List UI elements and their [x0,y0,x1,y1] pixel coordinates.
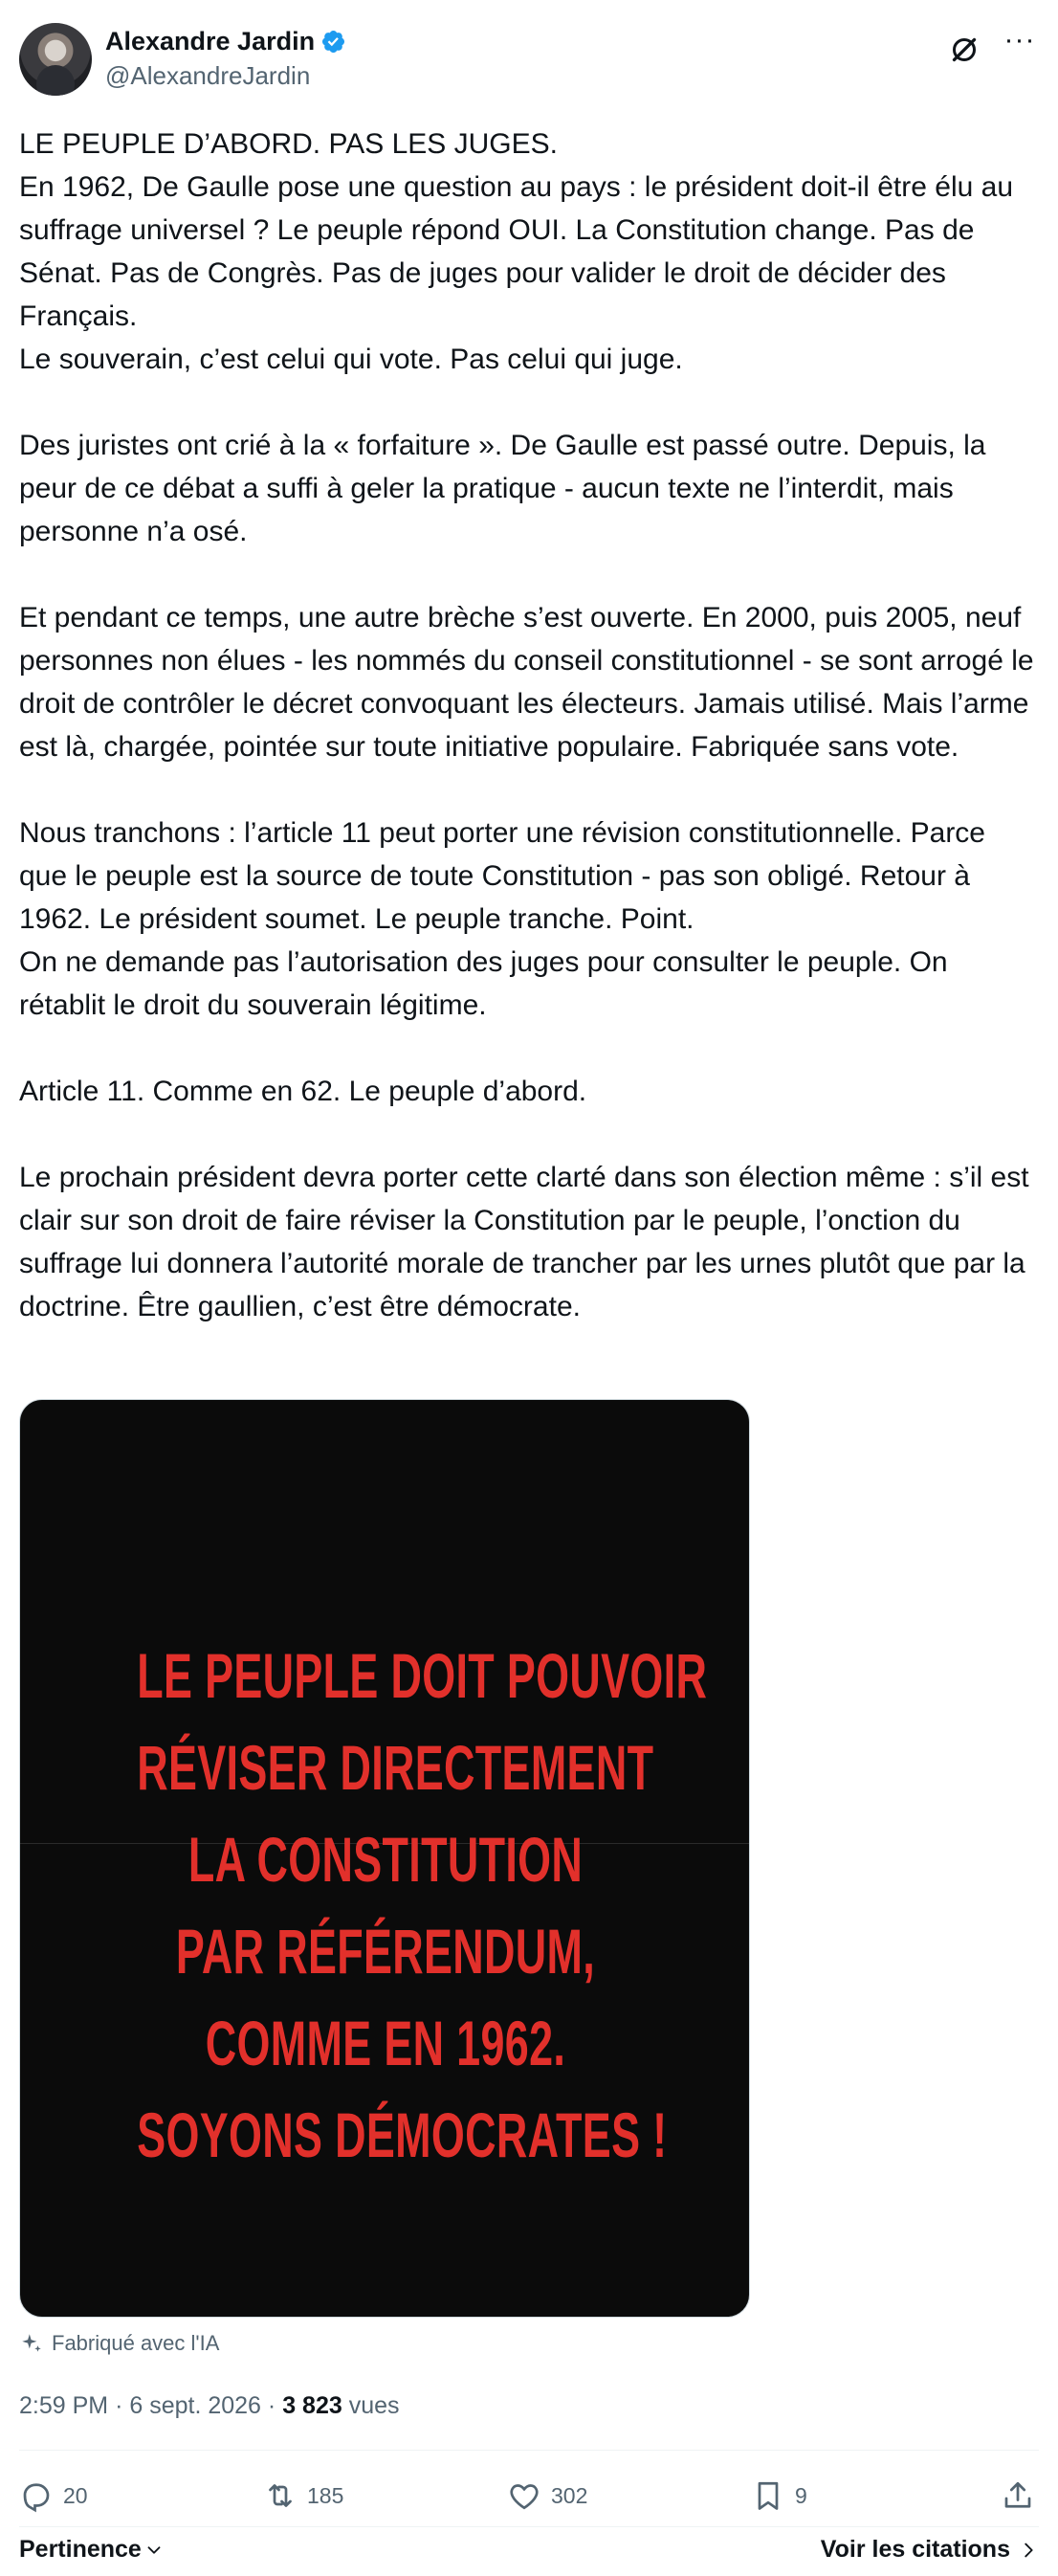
sort-dropdown[interactable] [19,2536,165,2564]
tweet-text: LE PEUPLE D’ABORD. PAS LES JUGES. En 1962, De Gaulle pose une question au pays : le président doit-il être élu au suffrage universel ? Le peuple répond OUI. La Constitution change. Pas de Sénat. Pas de Congrès. Pas de juges pour valider le droit de décider des Français. Le souverain, c’est celui qui vote. Pas celui qui juge. Des juristes ont crié à la « forfaiture ». De Gaulle est passé outre. Depuis, la peur de ce débat a suffi à geler la pratique - aucun texte ne l’interdit, mais personne n’a osé. Et pendant ce temps, une autre brèche s’est ouverte. En 2000, puis 2005, neuf personnes non élues - les nommés du conseil constitutionnel - se sont arrogé le droit de contrôler le décret convoquant les électeurs. Jamais utilisé. Mais l’arme est là, chargée, pointée sur toute initiative populaire. Fabriquée sans vote. Nous tranchons : l’article 11 peut porter une révision constitutionnelle. Parce que le peuple est la source de toute Constitution - pas son obligé. Retour à 1962. Le président soumet. Le peuple tranche. Point. On ne demande pas l’autorisation des juges pour consulter le peuple. On rétablit le droit du souverain légitime. Article 11. Comme en 62. Le peuple d’abord. Le prochain président devra porter cette clarté dans son élection même : s’il est clair sur son droit de faire réviser la Constitution par le peuple, l’onction du suffrage lui donnera l’autorité morale de trancher par les urnes plutôt que par la doctrine. Être gaullien, c’est être démocrate. [19,128,1034,1322]
image-text-line: LA CONSTITUTION [187,1824,584,1895]
meta-separator: · [267,2392,276,2419]
tweet-time[interactable]: 2:59 PM [19,2392,109,2419]
author-handle[interactable]: @AlexandreJardin [105,61,311,90]
chevron-right-icon [1018,2540,1039,2561]
like-button[interactable] [507,2469,587,2522]
views-label: vues [348,2392,400,2419]
divider [19,2450,1039,2451]
image-text-line: LE PEUPLE DOIT POUVOIR [137,1640,708,1711]
bookmark-icon [751,2478,785,2513]
image-text-line: SOYONS DÉMOCRATES ! [137,2099,668,2170]
like-count: 302 [551,2482,588,2508]
tweet-meta [19,2392,400,2420]
reply-count: 20 [63,2482,88,2508]
tweet-date[interactable]: 6 sept. 2026 [129,2392,261,2419]
divider [19,2526,1039,2527]
sort-label: Pertinence [19,2536,142,2563]
ai-label-text: Fabriqué avec l'IA [52,2331,220,2355]
image-text-line: RÉVISER DIRECTEMENT [137,1732,654,1803]
more-icon[interactable]: ··· [1003,24,1036,56]
like-icon [507,2478,541,2513]
view-quotes-label: Voir les citations [820,2536,1010,2563]
action-bar [19,2469,1039,2522]
chevron-down-icon [143,2540,165,2561]
author-display-name-row[interactable] [105,25,346,57]
author-display-name[interactable]: Alexandre Jardin [105,27,316,56]
bookmark-button[interactable] [751,2469,807,2522]
image-text-line: COMME EN 1962. [205,2008,566,2078]
avatar[interactable] [19,23,92,96]
views-count: 3 823 [282,2392,342,2419]
bookmark-count: 9 [795,2482,807,2508]
ai-generated-label[interactable] [19,2331,219,2356]
reply-icon [19,2478,54,2513]
verified-badge-icon [320,29,346,55]
sparkle-icon [19,2331,44,2356]
tweet-header [19,21,1039,98]
tweet-image[interactable] [19,1399,750,2318]
view-quotes-link[interactable] [821,2536,1039,2564]
reply-button[interactable] [19,2469,88,2522]
repost-count: 185 [307,2482,344,2508]
share-button[interactable] [1001,2469,1035,2522]
repost-icon [263,2478,298,2513]
author-names [105,25,346,92]
repost-button[interactable] [263,2469,343,2522]
grok-icon[interactable] [947,33,981,67]
share-icon [1001,2478,1035,2513]
image-text-line: PAR RÉFÉRENDUM, [175,1916,596,1987]
image-text [137,1630,708,2181]
meta-separator: · [115,2392,123,2419]
replies-footer [19,2536,1039,2572]
